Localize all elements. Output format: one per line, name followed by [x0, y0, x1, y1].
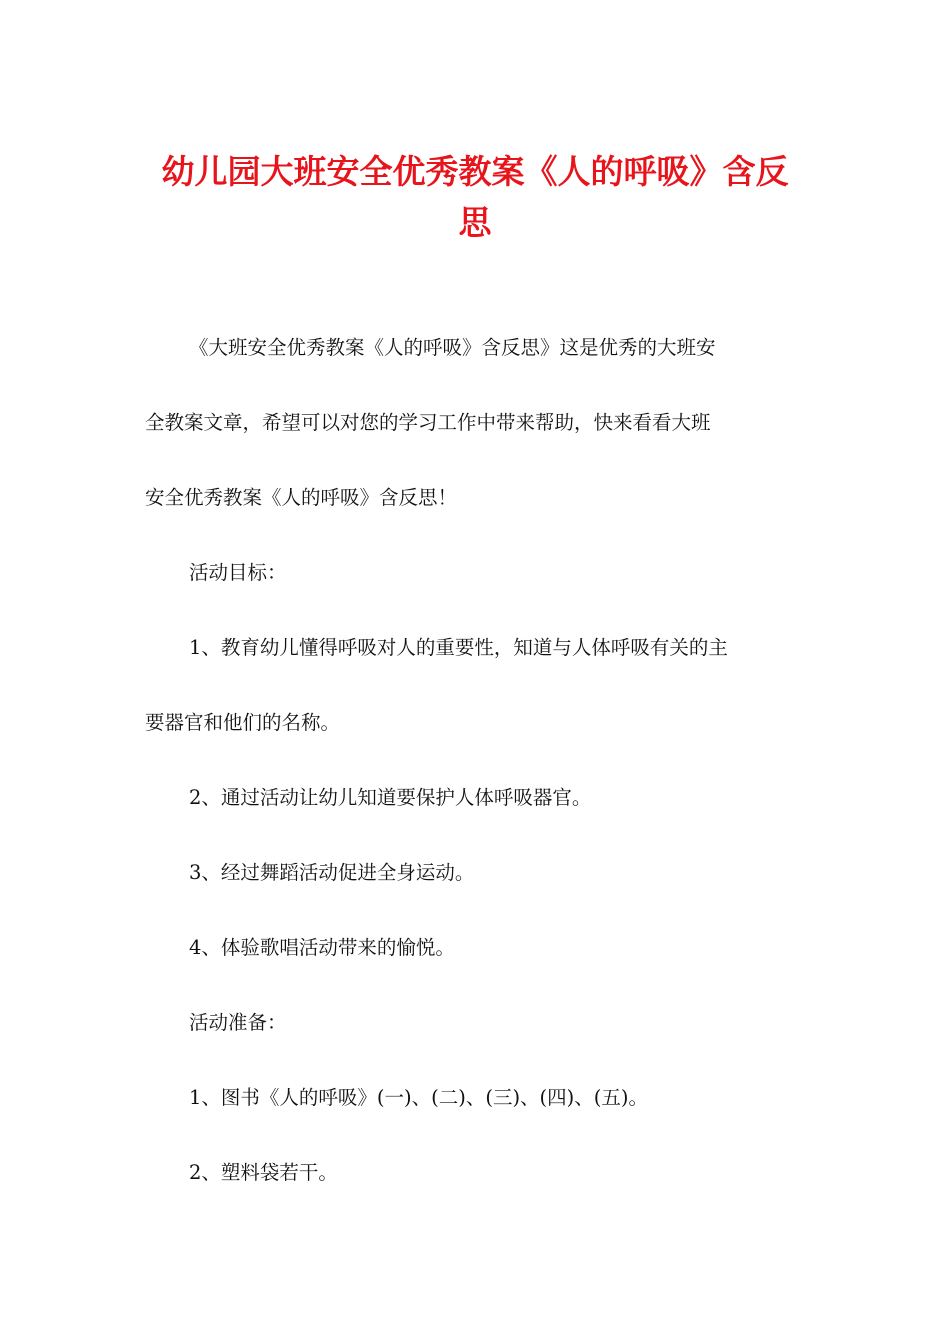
intro-line-1: 《大班安全优秀教案《人的呼吸》含反思》这是优秀的大班安 [189, 336, 716, 359]
title-line-1: 幼儿园大班安全优秀教案《人的呼吸》含反 [161, 152, 789, 191]
section-heading-goals: 活动目标： [189, 561, 287, 584]
intro-line-2: 全教案文章，希望可以对您的学习工作中带来帮助，快来看看大班 [145, 411, 711, 434]
prep-item-1: 1、图书《人的呼吸》(一)、(二)、(三)、(四)、(五)。 [189, 1086, 648, 1109]
goal-1-line-1: 1、教育幼儿懂得呼吸对人的重要性，知道与人体呼吸有关的主 [189, 636, 728, 659]
goal-item-4: 4、体验歌唱活动带来的愉悦。 [189, 936, 455, 959]
intro-paragraph [145, 329, 805, 516]
title-line-2: 思 [458, 203, 492, 242]
goal-1-line-2: 要器官和他们的名称。 [145, 711, 341, 734]
prep-item-2: 2、塑料袋若干。 [189, 1161, 338, 1184]
section-heading-prep: 活动准备： [189, 1011, 287, 1034]
goal-item-3: 3、经过舞蹈活动促进全身运动。 [189, 861, 475, 884]
intro-line-3: 安全优秀教案《人的呼吸》含反思！ [145, 486, 458, 509]
goal-item-2: 2、通过活动让幼儿知道要保护人体呼吸器官。 [189, 786, 592, 809]
document-title [145, 146, 805, 248]
goal-item-1 [145, 629, 805, 741]
